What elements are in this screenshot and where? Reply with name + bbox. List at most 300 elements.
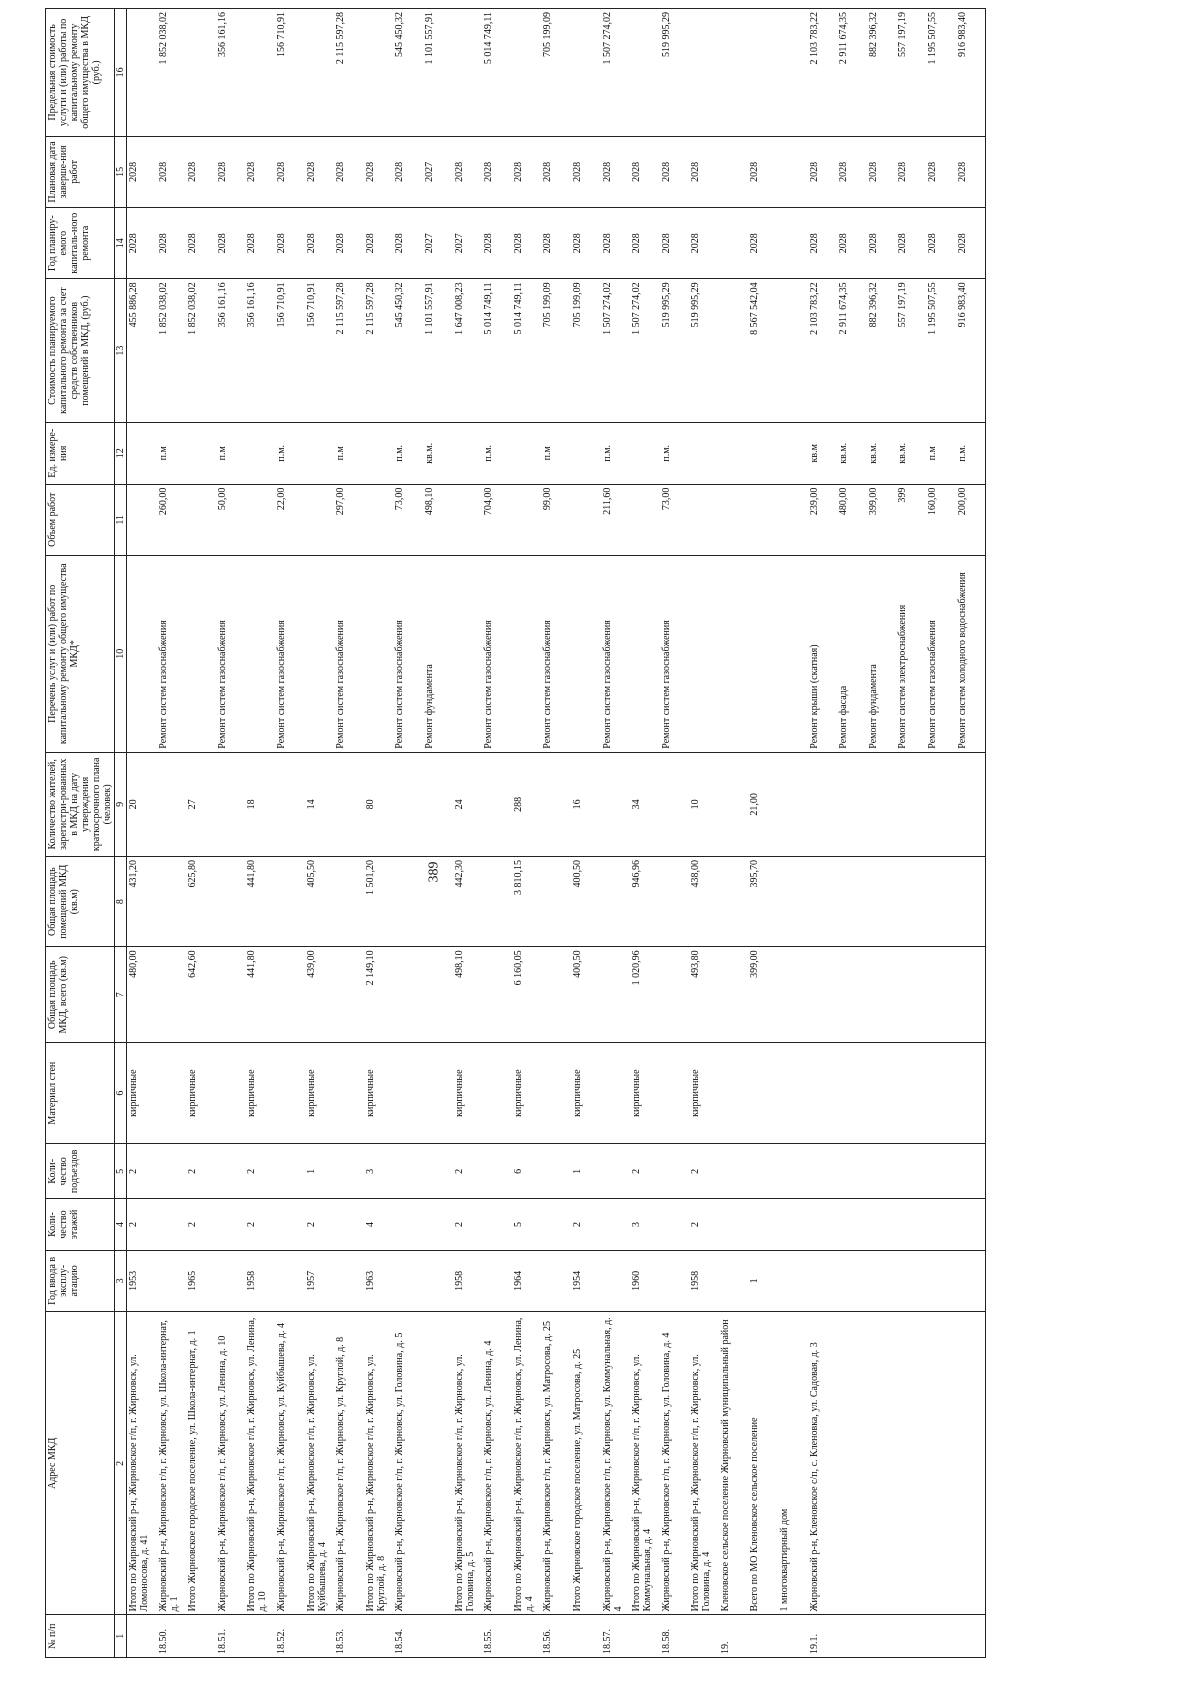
planned-cost-cell: 1 647 008,23 [453,279,483,423]
planned-cost-cell: 2 911 674,35 [837,279,867,423]
work-volume-cell: 200,00 [956,484,986,555]
planned-cost-cell: 1 101 557,91 [423,279,453,423]
wall-material-cell [423,1043,453,1144]
wall-material-cell [956,1043,986,1144]
column-number: 8 [115,856,127,946]
column-number: 11 [115,484,127,555]
total-area-cell [867,947,897,1043]
address-cell: Жирновский р-н, Жирновское г/п, г. Жирновск, ул. Матросова, д. 25 [541,1312,571,1615]
repair-year-cell: 2027 [423,208,453,279]
table-row [808,9,838,1658]
unit-cell: п.м [541,422,571,484]
column-number: 4 [115,1199,127,1250]
table-row [482,9,512,1658]
year-built-cell [837,1250,867,1312]
repair-year-cell: 2028 [334,208,364,279]
planned-cost-cell: 1 507 274,02 [630,279,660,423]
residents-cell: 14 [305,752,335,856]
unit-cell: кв.м. [896,422,926,484]
premises-area-cell [601,856,631,946]
total-area-cell [956,947,986,1043]
unit-cell [748,422,778,484]
premises-area-cell [926,856,956,946]
repair-year-cell: 2028 [837,208,867,279]
work-type-cell: Ремонт систем газоснабжения [275,555,305,752]
residents-cell [216,752,246,856]
wall-material-cell [896,1043,926,1144]
repair-year-cell: 2028 [956,208,986,279]
row-number-cell: 18.56. [541,1615,571,1658]
completion-date-cell: 2028 [275,136,305,207]
row-number-cell: 18.57. [601,1615,631,1658]
wall-material-cell [867,1043,897,1144]
address-cell: Жирновский р-н, Кленовское с/п, с. Кленовка, ул. Садовая, д. 3 [808,1312,838,1615]
floors-cell [837,1199,867,1250]
completion-date-cell: 2028 [748,136,778,207]
total-area-cell: 399,00 [748,947,778,1043]
year-built-cell [541,1250,571,1312]
unit-cell [364,422,394,484]
max-cost-cell [245,9,275,137]
work-type-cell: Ремонт систем газоснабжения [601,555,631,752]
premises-area-cell [778,856,808,946]
table-row [571,9,601,1658]
year-built-cell [157,1250,187,1312]
unit-cell: кв.м [808,422,838,484]
year-built-cell [896,1250,926,1312]
residents-cell [393,752,423,856]
wall-material-cell [660,1043,690,1144]
row-number-cell [837,1615,867,1658]
year-built-cell: 1963 [364,1250,394,1312]
row-number-cell [956,1615,986,1658]
work-type-cell [127,555,157,752]
completion-date-cell [778,136,808,207]
residents-cell: 16 [571,752,601,856]
total-area-cell: 6 160,05 [512,947,542,1043]
wall-material-cell [778,1043,808,1144]
floors-cell [660,1199,690,1250]
residents-cell [837,752,867,856]
planned-cost-cell: 156 710,91 [305,279,335,423]
column-number: 16 [115,9,127,137]
unit-cell: п.м. [660,422,690,484]
entrances-cell [719,1144,749,1199]
row-number-cell: 18.54. [393,1615,423,1658]
floors-cell [393,1199,423,1250]
work-volume-cell [719,484,749,555]
max-cost-cell [689,9,719,137]
total-area-cell: 493,80 [689,947,719,1043]
row-number-cell [453,1615,483,1658]
address-cell: Итого по Жирновский р-н, Жирновское г/п, г. Жирновск, ул. Коммунальная, д. 4 [630,1312,660,1615]
premises-area-cell [157,856,187,946]
row-number-cell [689,1615,719,1658]
table-row [719,9,749,1658]
floors-cell [748,1199,778,1250]
entrances-cell [926,1144,956,1199]
year-built-cell: 1960 [630,1250,660,1312]
floors-cell: 2 [689,1199,719,1250]
header-cell: Адрес МКД [46,1312,115,1615]
total-area-cell [926,947,956,1043]
max-cost-cell: 156 710,91 [275,9,305,137]
row-number-cell: 18.51. [216,1615,246,1658]
repair-year-cell: 2028 [630,208,660,279]
residents-cell [926,752,956,856]
entrances-cell: 1 [571,1144,601,1199]
max-cost-cell [630,9,660,137]
residents-cell [867,752,897,856]
residents-cell: 34 [630,752,660,856]
max-cost-cell [512,9,542,137]
max-cost-cell: 2 115 597,28 [334,9,364,137]
wall-material-cell [748,1043,778,1144]
work-type-cell: Ремонт систем газоснабжения [660,555,690,752]
address-cell: Итого по Жирновский р-н, Жирновское г/п, г. Жирновск, ул. Ленина, д. 4 [512,1312,542,1615]
wall-material-cell: кирпичные [245,1043,275,1144]
total-area-cell: 1 020,96 [630,947,660,1043]
total-area-cell: 480,00 [127,947,157,1043]
floors-cell [778,1199,808,1250]
header-cell: Коли-чество подъездов [46,1144,115,1199]
residents-cell: 21,00 [748,752,778,856]
unit-cell [127,422,157,484]
premises-area-cell [482,856,512,946]
entrances-cell [778,1144,808,1199]
max-cost-cell: 519 995,29 [660,9,690,137]
residents-cell [778,752,808,856]
residents-cell [719,752,749,856]
floors-cell [216,1199,246,1250]
header-cell: Стоимость планируемого капитального ремонта за счет средств собственников помещений в МКД, (руб.) [46,279,115,423]
table-body [127,9,986,1658]
total-area-cell: 498,10 [453,947,483,1043]
column-number: 9 [115,752,127,856]
premises-area-cell [956,856,986,946]
work-volume-cell: 73,00 [660,484,690,555]
header-cell: Общая площадь помещений МКД (кв.м) [46,856,115,946]
total-area-cell [660,947,690,1043]
premises-area-cell: 441,80 [245,856,275,946]
repair-year-cell: 2028 [305,208,335,279]
premises-area-cell: 431,20 [127,856,157,946]
repair-year-cell [778,208,808,279]
header-cell: Материал стен [46,1043,115,1144]
table-row [867,9,897,1658]
premises-area-cell [896,856,926,946]
year-built-cell: 1958 [453,1250,483,1312]
premises-area-cell: 395,70 [748,856,778,946]
premises-area-cell [719,856,749,946]
unit-cell [186,422,216,484]
planned-cost-cell: 8 567 542,04 [748,279,778,423]
address-cell: Жирновский р-н, Жирновское г/п, г. Жирновск, ул. Ленина, д. 10 [216,1312,246,1615]
planned-cost-cell: 705 199,09 [571,279,601,423]
residents-cell [334,752,364,856]
year-built-cell [482,1250,512,1312]
planned-cost-cell: 1 507 274,02 [601,279,631,423]
completion-date-cell: 2028 [127,136,157,207]
max-cost-cell [778,9,808,137]
planned-cost-cell: 2 115 597,28 [364,279,394,423]
table-row [896,9,926,1658]
residents-cell [275,752,305,856]
entrances-cell: 2 [689,1144,719,1199]
work-volume-cell: 239,00 [808,484,838,555]
floors-cell [157,1199,187,1250]
repair-year-cell: 2028 [364,208,394,279]
work-volume-cell: 260,00 [157,484,187,555]
residents-cell [601,752,631,856]
address-cell [837,1312,867,1615]
planned-cost-cell: 2 115 597,28 [334,279,364,423]
floors-cell: 2 [127,1199,157,1250]
planned-cost-cell: 882 396,32 [867,279,897,423]
header-cell: № п/п [46,1615,115,1658]
planned-cost-cell: 356 161,16 [216,279,246,423]
address-cell: Жирновский р-н, Жирновское г/п, г. Жирновск, ул. Головина, д. 5 [393,1312,423,1615]
planned-cost-cell: 1 852 038,02 [186,279,216,423]
year-built-cell: 1965 [186,1250,216,1312]
unit-cell: п.м [334,422,364,484]
work-type-cell: Ремонт систем газоснабжения [393,555,423,752]
wall-material-cell [482,1043,512,1144]
entrances-cell [334,1144,364,1199]
entrances-cell: 2 [245,1144,275,1199]
work-type-cell: Ремонт систем газоснабжения [541,555,571,752]
premises-area-cell [393,856,423,946]
entrances-cell [808,1144,838,1199]
address-cell: Жирновский р-н, Жирновское г/п, г. Жирновск, ул. Школа-интернат, д. 1 [157,1312,187,1615]
column-number: 1 [115,1615,127,1658]
wall-material-cell: кирпичные [127,1043,157,1144]
address-cell [926,1312,956,1615]
entrances-cell: 6 [512,1144,542,1199]
planned-cost-cell: 5 014 749,11 [512,279,542,423]
premises-area-cell [275,856,305,946]
max-cost-cell: 1 852 038,02 [157,9,187,137]
header-cell: Коли-чество этажей [46,1199,115,1250]
residents-cell [423,752,453,856]
max-cost-cell: 1 101 557,91 [423,9,453,137]
entrances-cell [748,1144,778,1199]
floors-cell [275,1199,305,1250]
completion-date-cell: 2028 [630,136,660,207]
column-number: 5 [115,1144,127,1199]
completion-date-cell: 2028 [393,136,423,207]
work-volume-cell [245,484,275,555]
wall-material-cell [837,1043,867,1144]
year-built-cell: 1958 [245,1250,275,1312]
completion-date-cell: 2028 [157,136,187,207]
floors-cell: 2 [245,1199,275,1250]
planned-cost-cell: 156 710,91 [275,279,305,423]
work-volume-cell: 399 [896,484,926,555]
work-type-cell: Ремонт крыши (скатная) [808,555,838,752]
year-built-cell [719,1250,749,1312]
floors-cell: 2 [453,1199,483,1250]
total-area-cell: 441,80 [245,947,275,1043]
planned-cost-cell: 519 995,29 [689,279,719,423]
work-type-cell [186,555,216,752]
premises-area-cell: 625,80 [186,856,216,946]
planned-cost-cell: 557 197,19 [896,279,926,423]
unit-cell: п.м. [275,422,305,484]
address-cell [867,1312,897,1615]
work-type-cell: Ремонт фундамента [423,555,453,752]
address-cell: Жирновский р-н, Жирновское г/п, г. Жирновск, ул. Круглой, д. 8 [334,1312,364,1615]
wall-material-cell: кирпичные [571,1043,601,1144]
max-cost-cell [453,9,483,137]
repair-year-cell: 2028 [512,208,542,279]
work-volume-cell: 704,00 [482,484,512,555]
residents-cell [896,752,926,856]
year-built-cell [393,1250,423,1312]
repair-year-cell: 2028 [867,208,897,279]
entrances-cell [867,1144,897,1199]
row-number-cell: 18.50. [157,1615,187,1658]
wall-material-cell [216,1043,246,1144]
year-built-cell: 1954 [571,1250,601,1312]
header-cell: Количество жителей, зарегистри-рованных в МКД на дату утверждения краткосрочного плана (человек) [46,752,115,856]
work-volume-cell: 99,00 [541,484,571,555]
premises-area-cell [216,856,246,946]
repair-year-cell: 2028 [926,208,956,279]
work-type-cell [453,555,483,752]
table-row [423,9,453,1658]
total-area-cell [719,947,749,1043]
capital-repair-table [45,8,986,1658]
residents-cell [660,752,690,856]
max-cost-cell: 545 450,32 [393,9,423,137]
completion-date-cell: 2028 [571,136,601,207]
repair-year-cell: 2028 [245,208,275,279]
year-built-cell [601,1250,631,1312]
repair-year-cell: 2028 [216,208,246,279]
floors-cell: 4 [364,1199,394,1250]
table-row [334,9,364,1658]
work-type-cell [571,555,601,752]
max-cost-cell [748,9,778,137]
completion-date-cell: 2028 [808,136,838,207]
column-number: 12 [115,422,127,484]
total-area-cell [808,947,838,1043]
residents-cell [157,752,187,856]
unit-cell: кв.м. [837,422,867,484]
row-number-cell [926,1615,956,1658]
year-built-cell [778,1250,808,1312]
floors-cell [896,1199,926,1250]
repair-year-cell: 2028 [808,208,838,279]
unit-cell: п.м. [956,422,986,484]
unit-cell [719,422,749,484]
unit-cell: п.м [157,422,187,484]
work-type-cell: Ремонт систем электроснабжения [896,555,926,752]
max-cost-cell [127,9,157,137]
header-cell: Объем работ [46,484,115,555]
year-built-cell: 1953 [127,1250,157,1312]
completion-date-cell: 2028 [541,136,571,207]
repair-year-cell: 2028 [748,208,778,279]
completion-date-cell: 2028 [512,136,542,207]
row-number-cell [186,1615,216,1658]
unit-cell: п.м. [601,422,631,484]
unit-cell [305,422,335,484]
address-cell: Жирновский р-н, Жирновское г/п, г. Жирновск, ул. Ленина, д. 4 [482,1312,512,1615]
address-cell: Итого Жирновское городское поселение, ул. Школа-интернат, д. 1 [186,1312,216,1615]
year-built-cell: 1 [748,1250,778,1312]
residents-cell [482,752,512,856]
total-area-cell: 642,60 [186,947,216,1043]
table-row [275,9,305,1658]
floors-cell: 3 [630,1199,660,1250]
table-row [660,9,690,1658]
unit-cell: п.м [926,422,956,484]
premises-area-cell [423,856,453,946]
floors-cell [334,1199,364,1250]
repair-year-cell: 2027 [453,208,483,279]
completion-date-cell: 2028 [956,136,986,207]
year-built-cell [808,1250,838,1312]
work-type-cell [630,555,660,752]
address-cell: Жирновский р-н, Жирновское г/п, г. Жирновск, ул. Коммунальная, д. 4 [601,1312,631,1615]
unit-cell: п.м [216,422,246,484]
work-type-cell: Ремонт систем газоснабжения [216,555,246,752]
table-row [778,9,808,1658]
premises-area-cell: 946,96 [630,856,660,946]
total-area-cell: 400,50 [571,947,601,1043]
total-area-cell [275,947,305,1043]
total-area-cell [334,947,364,1043]
work-volume-cell [453,484,483,555]
address-cell: Итого по Жирновский р-н, Жирновское г/п, г. Жирновск, ул. Ленина, д. 10 [245,1312,275,1615]
max-cost-cell: 1 507 274,02 [601,9,631,137]
work-type-cell: Ремонт систем газоснабжения [926,555,956,752]
max-cost-cell: 2 911 674,35 [837,9,867,137]
address-cell: Итого по Жирновский р-н, Жирновское г/п, г. Жирновск, ул. Круглой, д. 8 [364,1312,394,1615]
work-volume-cell: 480,00 [837,484,867,555]
wall-material-cell: кирпичные [186,1043,216,1144]
row-number-cell: 19.1. [808,1615,838,1658]
wall-material-cell: кирпичные [453,1043,483,1144]
table-row [216,9,246,1658]
entrances-cell [275,1144,305,1199]
unit-cell: п.м. [393,422,423,484]
table-row [748,9,778,1658]
completion-date-cell: 2028 [334,136,364,207]
premises-area-cell: 1 501,20 [364,856,394,946]
completion-date-cell: 2028 [186,136,216,207]
work-volume-cell: 160,00 [926,484,956,555]
header-cell: Год ввода в эксплу-атацию [46,1250,115,1312]
floors-cell [482,1199,512,1250]
work-volume-cell [748,484,778,555]
row-number-cell [245,1615,275,1658]
planned-cost-cell: 545 450,32 [393,279,423,423]
planned-cost-cell: 705 199,09 [541,279,571,423]
work-volume-cell: 399,00 [867,484,897,555]
year-built-cell [660,1250,690,1312]
total-area-cell [423,947,453,1043]
year-built-cell [275,1250,305,1312]
wall-material-cell [393,1043,423,1144]
year-built-cell [216,1250,246,1312]
entrances-cell [601,1144,631,1199]
work-volume-cell [364,484,394,555]
residents-cell: 24 [453,752,483,856]
row-number-cell: 19. [719,1615,749,1658]
